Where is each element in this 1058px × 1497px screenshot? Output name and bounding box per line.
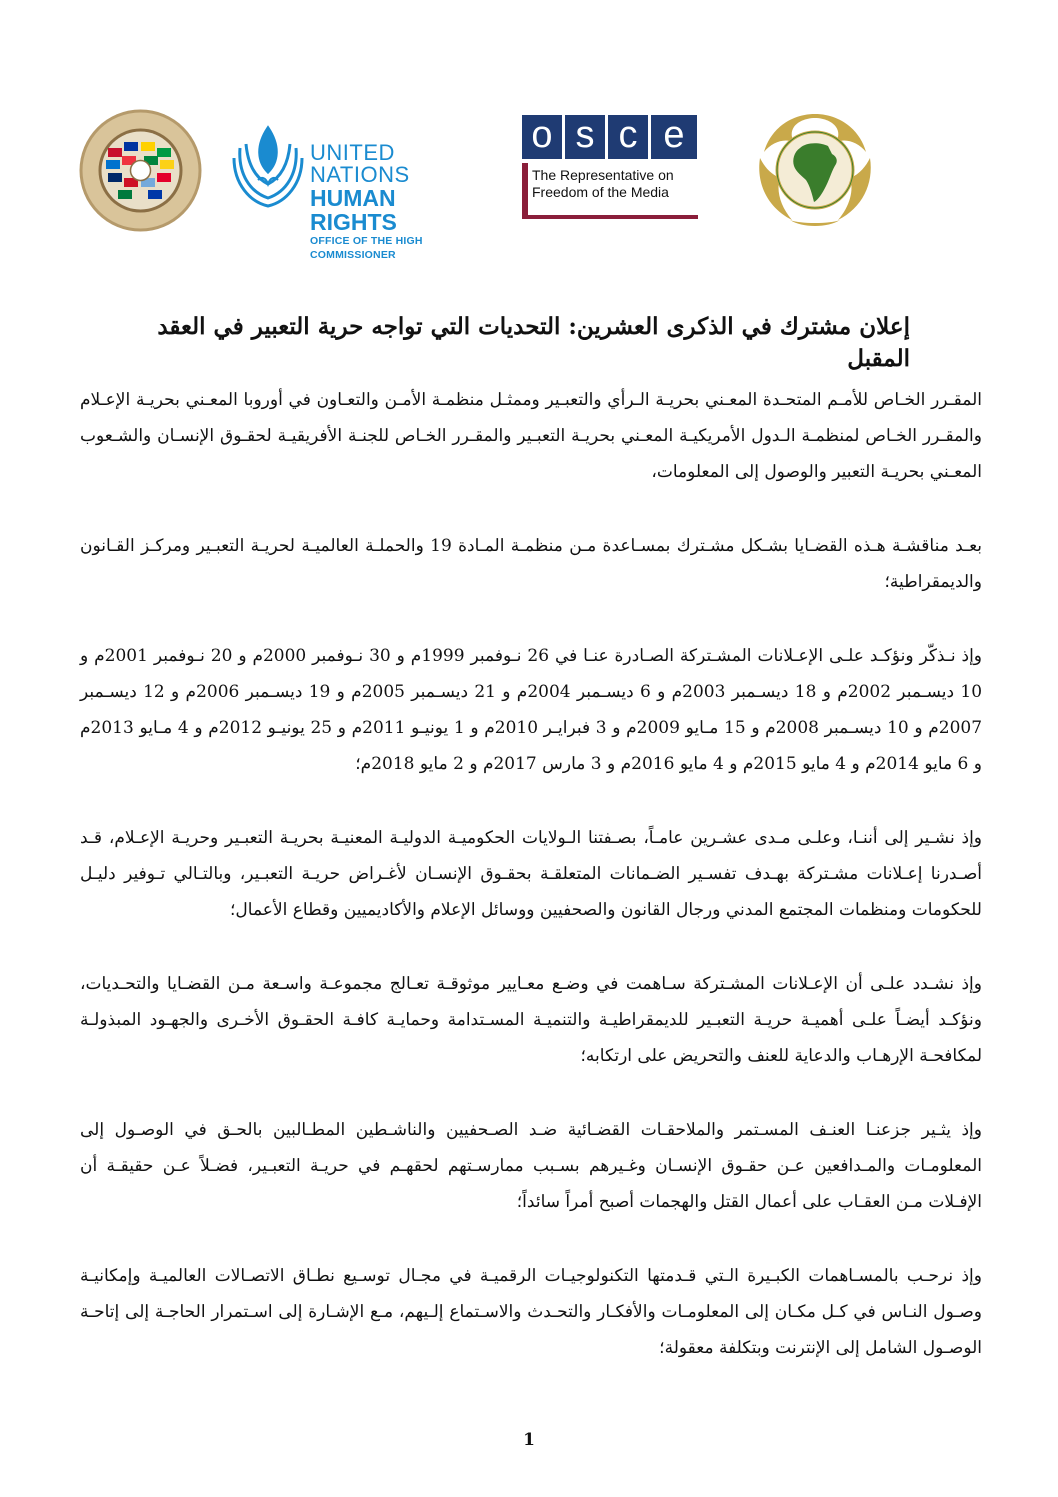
logo-strip <box>70 110 990 261</box>
un-flame-emblem-icon <box>228 118 308 214</box>
body-paragraph: المقـرر الخـاص للأمـم المتحـدة المعـني بحريـة الـرأي والتعبـير وممثـل منظمـة الأمـن والتعـاون في أوروبا المعـني بحريـة الإعـلام والمقـرر الخـاص لمنظمـة الـدول الأمريكيـة المعـني بحريـة التعبـير والمقـرر الخـاص للجنـة الأفريقيـة لحقـوق الإنسـان والشـعوب المعـني بحريـة التعبير والوصول إلى المعلومات، <box>80 390 982 482</box>
osce-logo <box>522 115 702 225</box>
body-paragraph: وإذ نرحـب بالمسـاهمات الكبـيرة الـتي قـدمتها التكنولوجيـات الرقميـة في مجـال توسـيع نطـاق الاتصـالات العالميـة وإمكانيـة وصـول النـاس في كـل مكـان إلى المعلومـات والأفكـار والتحـدث والاسـتماع إلـيهم، مـع الإشـارة إلى اسـتمرار الحاجـة إلى إتاحـة الوصـول الشامل إلى الإنترنت وبتكلفة معقولة؛ <box>80 1266 982 1358</box>
body-paragraph: وإذ نشـير إلى أننـا، وعلـى مـدى عشـرين عامـاً، بصـفتنا الـولايات الحكوميـة الدوليـة المعنيـة بحريـة التعبـير وحريـة الإعـلام، قـد أصـدرنا إعـلانات مشـتركة بهـدف تفسـير الضـمانات المتعلقـة بحقـوق الإنسـان لأغـراض حريـة التعبـير، وبالتـالي تـوفير دليـل للحكومات ومنظمات المجتمع المدني ورجال القانون والصحفيين ووسائل الإعلام والأكاديميين وقطاع الأعمال؛ <box>80 828 982 920</box>
page-number: 1 <box>523 1430 535 1450</box>
african-union-logo <box>750 108 880 233</box>
body-paragraph: وإذ نشـدد علـى أن الإعـلانات المشـتركة سـاهمت في وضـع معـايير موثوقـة تعـالج مجموعـة واسـعة مـن القضـايا والتحـديات، ونؤكـد أيضـاً علـى أهميـة حريـة التعبـير للديمقراطيـة والتنميـة المسـتدامة وحمايـة كافـة الحقـوق الأخـرى والجهـود المبذولـة لمكافحـة الإرهـاب والدعاية للعنف والتحريض على ارتكابه؛ <box>80 974 982 1066</box>
osce-letter-e: e <box>651 115 697 159</box>
osce-bottom-rule <box>522 215 698 219</box>
body-paragraph: وإذ يثـير جزعنـا العنـف المسـتمر والملاحقـات القضـائية ضـد الصـحفيين والناشـطين المطـالبين بالحـق في الوصـول إلى المعلومـات والمـدافعين عـن حقـوق الإنسـان وغـيرهم بسـبب ممارسـتهم لحقهـم في حريـة التعبـير، فضـلاً عـن حقيقـة أن الإفـلات مـن العقـاب على أعمال القتل والهجمات أصبح أمراً سائداً؛ <box>80 1120 982 1212</box>
document-title: إعلان مشترك في الذكرى العشرين: التحديات التي تواجه حرية التعبير في العقد المقبل <box>157 313 910 373</box>
body-paragraph: بعـد مناقشـة هـذه القضـايا بشـكل مشـترك بمسـاعدة مـن منظمـة المـادة 19 والحملـة العالميـة لحريـة التعبـير ومركـز القـانون والديمقراطية؛ <box>80 536 982 592</box>
osce-accent-bar <box>522 163 528 219</box>
oas-seal-logo <box>78 108 203 233</box>
osce-letter-c: c <box>608 115 648 159</box>
document-body <box>80 382 982 1404</box>
un-line-3: OFFICE OF THE HIGH COMMISSIONER <box>310 235 423 261</box>
osce-letter-s: s <box>565 115 605 159</box>
osce-subtitle-line-2: Freedom of the Media <box>532 184 669 200</box>
body-paragraph: وإذ نـذكّر ونؤكـد علـى الإعـلانات المشـتركة الصـادرة عنـا في 26 نـوفمبر 1999م و 30 نـوفمبر 2000م و 20 نـوفمبر 2001م و 10 ديسـمبر 2002م و 18 ديسـمبر 2003م و 6 ديسـمبر 2004م و 21 ديسـمبر 2005م و 19 ديسـمبر 2006م و 12 ديسـمبر 2007م و 10 ديسـمبر 2008م و 15 مـايو 2009م و 3 فبرايـر 2010م و 1 يونيـو 2011م و 25 يونيـو 2012م و 4 مـايو 2013م و 6 مايو 2014م و 4 مايو 2015م و 4 مايو 2016م و 3 مارس 2017م و 2 مايو 2018م؛ <box>80 646 983 774</box>
osce-letter-o: o <box>522 115 562 159</box>
osce-subtitle-line-1: The Representative on <box>532 167 674 183</box>
un-human-rights-logo <box>228 118 488 261</box>
osce-wordmark <box>522 115 702 159</box>
un-line-2: HUMAN RIGHTS <box>310 185 397 235</box>
un-line-1: UNITED NATIONS <box>310 140 410 187</box>
